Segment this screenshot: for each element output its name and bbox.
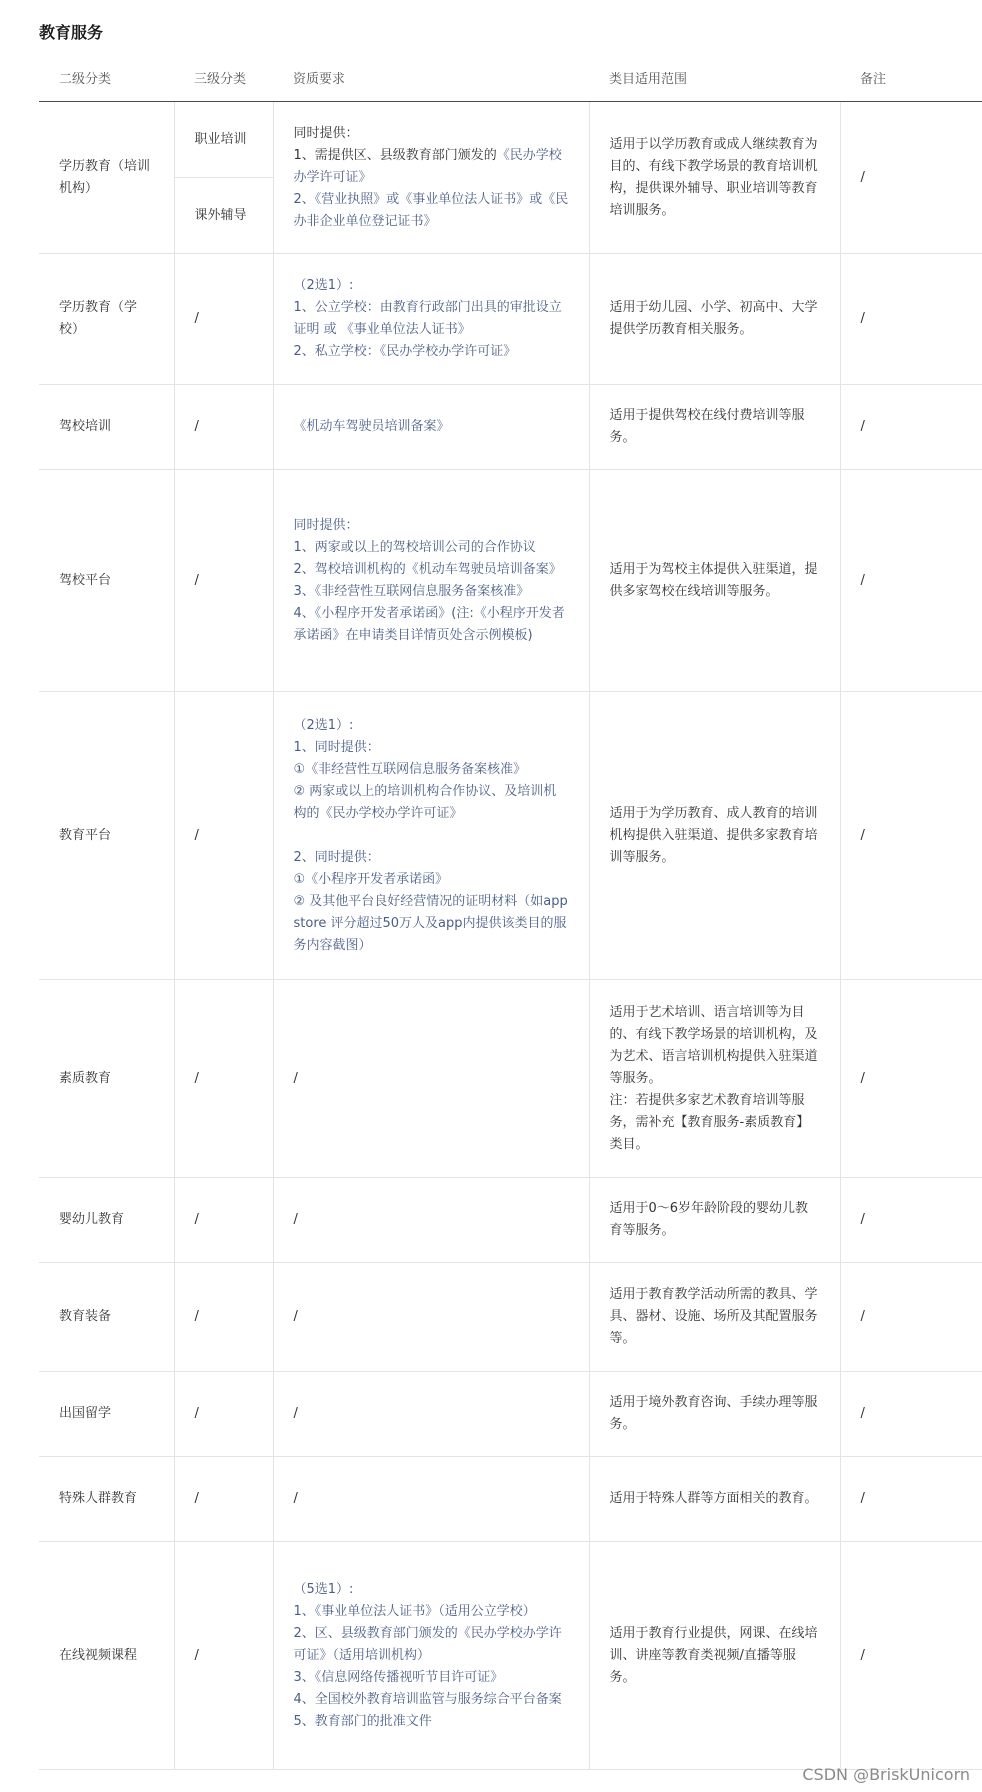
cell-note: / bbox=[840, 254, 982, 385]
qualification-line bbox=[294, 275, 569, 297]
cell-level2-category: 教育装备 bbox=[39, 1263, 174, 1372]
cell-level2-category: 特殊人群教育 bbox=[39, 1457, 174, 1542]
watermark: CSDN @BriskUnicorn bbox=[802, 1765, 970, 1784]
cell-level3-category: / bbox=[174, 980, 273, 1178]
qualification-line bbox=[294, 1667, 569, 1689]
header-level3-category: 三级分类 bbox=[174, 59, 273, 102]
qualification-text: 《民办学校办学许可证》 bbox=[293, 147, 562, 185]
cell-level2-category: 在线视频课程 bbox=[39, 1542, 174, 1770]
qualification-text: / bbox=[293, 1212, 298, 1227]
qualification-line bbox=[294, 581, 569, 603]
cell-qualification bbox=[273, 980, 589, 1178]
table-row bbox=[39, 1178, 982, 1263]
cell-level2-category: 素质教育 bbox=[39, 980, 174, 1178]
qualification-text: 《机动车驾驶员培训备案》 bbox=[293, 419, 450, 434]
qualification-line bbox=[294, 781, 569, 825]
qualification-text: ② 两家或以上的培训机构合作协议、及培训机构的《民办学校办学许可证》 bbox=[293, 783, 557, 821]
qualification-text: / bbox=[293, 1309, 298, 1324]
qualification-line bbox=[294, 145, 569, 189]
qualification-line bbox=[294, 341, 569, 363]
qualification-line bbox=[294, 759, 569, 781]
cell-scope: 适用于境外教育咨询、手续办理等服务。 bbox=[589, 1372, 840, 1457]
qualification-text: 3、《非经营性互联网信息服务备案核准》 bbox=[293, 583, 530, 599]
cell-level2-category: 学历教育（学校） bbox=[39, 254, 174, 385]
cell-level3-category: 职业培训 bbox=[175, 102, 273, 178]
cell-note: / bbox=[840, 1542, 982, 1770]
qualification-line bbox=[294, 1711, 569, 1733]
qualification-line bbox=[294, 737, 569, 759]
page-title: 教育服务 bbox=[39, 23, 104, 42]
qualification-line bbox=[294, 297, 569, 341]
qualification-text: （2选1）: bbox=[293, 278, 354, 293]
qualification-text: 5、教育部门的批准文件 bbox=[293, 1713, 432, 1729]
qualification-text: 4、《小程序开发者承诺函》(注:《小程序开发者承诺函》在申请类目详情页处含示例模板) bbox=[293, 605, 565, 643]
cell-level2-category: 驾校平台 bbox=[39, 470, 174, 692]
table-row bbox=[39, 1457, 982, 1542]
qualification-line bbox=[294, 559, 569, 581]
cell-qualification bbox=[273, 254, 589, 385]
cell-qualification bbox=[273, 385, 589, 470]
qualification-text: 同时提供： bbox=[293, 125, 359, 141]
cell-note: / bbox=[840, 692, 982, 980]
table-row bbox=[39, 254, 982, 385]
table-row bbox=[39, 1263, 982, 1372]
qualification-text: ② 及其他平台良好经营情况的证明材料（如app store 评分超过50万人及app内提供该类目的服务内容截图） bbox=[293, 893, 568, 953]
qualification-line bbox=[294, 1209, 569, 1231]
qualification-line bbox=[294, 189, 569, 233]
cell-scope: 适用于提供驾校在线付费培训等服务。 bbox=[589, 385, 840, 470]
table-row bbox=[39, 470, 982, 692]
qualification-line bbox=[294, 603, 569, 647]
cell-level3-category: / bbox=[174, 385, 273, 470]
cell-level2-category: 学历教育（培训机构） bbox=[39, 102, 174, 254]
table-row bbox=[39, 980, 982, 1178]
cell-qualification bbox=[273, 692, 589, 980]
qualification-text: 1、同时提供： bbox=[293, 739, 380, 755]
cell-scope: 适用于0～6岁年龄阶段的婴幼儿教育等服务。 bbox=[589, 1178, 840, 1263]
header-note: 备注 bbox=[840, 59, 982, 102]
cell-level2-category: 驾校培训 bbox=[39, 385, 174, 470]
qualification-text: （2选1）: bbox=[293, 717, 354, 733]
table-row bbox=[39, 1542, 982, 1770]
cell-level3-category: 课外辅导 bbox=[194, 207, 247, 223]
cell-note: / bbox=[840, 1263, 982, 1372]
cell-note: / bbox=[840, 980, 982, 1178]
qualification-line bbox=[294, 537, 569, 559]
qualification-line bbox=[294, 515, 569, 537]
qualification-line bbox=[294, 1689, 569, 1711]
qualification-line bbox=[294, 123, 569, 145]
cell-scope: 适用于教育行业提供，网课、在线培训、讲座等教育类视频/直播等服务。 bbox=[589, 1542, 840, 1770]
table-body bbox=[39, 102, 982, 1770]
cell-scope: 适用于特殊人群等方面相关的教育。 bbox=[589, 1457, 840, 1542]
qualification-line bbox=[294, 1068, 569, 1090]
cell-level3-category: / bbox=[174, 1178, 273, 1263]
cell-qualification bbox=[273, 1457, 589, 1542]
cell-level3-category: / bbox=[174, 1542, 273, 1770]
cell-note: / bbox=[840, 102, 982, 254]
cell-scope: 适用于为学历教育、成人教育的培训机构提供入驻渠道、提供多家教育培训等服务。 bbox=[589, 692, 840, 980]
cell-qualification bbox=[273, 470, 589, 692]
cell-qualification bbox=[273, 1372, 589, 1457]
cell-level3-category: / bbox=[174, 692, 273, 980]
qualification-line bbox=[294, 1306, 569, 1328]
qualification-line bbox=[294, 847, 569, 869]
header-scope: 类目适用范围 bbox=[589, 59, 840, 102]
cell-level3-category: / bbox=[174, 470, 273, 692]
cell-note: / bbox=[840, 385, 982, 470]
cell-qualification bbox=[273, 1178, 589, 1263]
cell-note: / bbox=[840, 1178, 982, 1263]
header-qualification: 资质要求 bbox=[273, 59, 589, 102]
qualification-text: / bbox=[293, 1070, 298, 1086]
qualification-line bbox=[294, 715, 569, 737]
table-header-row bbox=[39, 59, 982, 102]
qualification-line bbox=[294, 1623, 569, 1667]
qualification-text: 3、《信息网络传播视听节目许可证》 bbox=[293, 1669, 504, 1685]
qualification-line bbox=[294, 1601, 569, 1623]
cell-note: / bbox=[840, 1372, 982, 1457]
cell-scope: 适用于艺术培训、语言培训等为目的、有线下教学场景的培训机构，及为艺术、语言培训机构提供入驻渠道等服务。 注：若提供多家艺术教育培训等服务，需补充【教育服务-素质教育】类目。 bbox=[589, 980, 840, 1178]
header-level2-category: 二级分类 bbox=[39, 59, 174, 102]
table-row bbox=[39, 385, 982, 470]
qualification-text: 1、公立学校：由教育行政部门出具的审批设立证明 或 《事业单位法人证书》 bbox=[293, 300, 562, 337]
qualification-text: 同时提供： bbox=[293, 517, 359, 533]
cell-level3-category: / bbox=[174, 1372, 273, 1457]
qualification-text: 2、区、县级教育部门颁发的《民办学校办学许可证》（适用培训机构） bbox=[293, 1625, 562, 1663]
cell-level2-category: 婴幼儿教育 bbox=[39, 1178, 174, 1263]
qualification-line bbox=[294, 1579, 569, 1601]
education-category-table bbox=[39, 59, 982, 1770]
cell-level3-category: / bbox=[174, 1457, 273, 1542]
qualification-text: / bbox=[293, 1491, 298, 1506]
qualification-text: / bbox=[293, 1406, 298, 1421]
qualification-text: 2、私立学校：《民办学校办学许可证》 bbox=[293, 344, 517, 359]
qualification-text: ①《小程序开发者承诺函》 bbox=[293, 871, 449, 887]
cell-qualification bbox=[273, 102, 589, 254]
line-gap bbox=[294, 825, 569, 847]
qualification-text: （5选1）: bbox=[293, 1581, 354, 1597]
qualification-line bbox=[294, 869, 569, 891]
cell-note: / bbox=[840, 470, 982, 692]
qualification-line bbox=[294, 891, 569, 957]
qualification-text: 1、两家或以上的驾校培训公司的合作协议 bbox=[293, 539, 536, 555]
cell-level3-category-group bbox=[174, 102, 273, 254]
cell-qualification bbox=[273, 1542, 589, 1770]
cell-scope: 适用于为驾校主体提供入驻渠道，提供多家驾校在线培训等服务。 bbox=[589, 470, 840, 692]
cell-scope: 适用于教育教学活动所需的教具、学具、器材、设施、场所及其配置服务等。 bbox=[589, 1263, 840, 1372]
cell-level2-category: 出国留学 bbox=[39, 1372, 174, 1457]
table-row bbox=[39, 692, 982, 980]
qualification-text: 4、全国校外教育培训监管与服务综合平台备案 bbox=[293, 1691, 562, 1707]
cell-level3-category: / bbox=[174, 254, 273, 385]
table-row bbox=[39, 102, 982, 254]
cell-scope: 适用于幼儿园、小学、初高中、大学提供学历教育相关服务。 bbox=[589, 254, 840, 385]
qualification-text: 2、同时提供： bbox=[293, 849, 380, 865]
qualification-line bbox=[294, 1488, 569, 1510]
cell-qualification bbox=[273, 1263, 589, 1372]
qualification-text: 1、《事业单位法人证书》（适用公立学校） bbox=[293, 1603, 536, 1619]
cell-scope: 适用于以学历教育或成人继续教育为目的、有线下教学场景的教育培训机构，提供课外辅导、职业培训等教育培训服务。 bbox=[589, 102, 840, 254]
qualification-text: ①《非经营性互联网信息服务备案核准》 bbox=[293, 761, 527, 777]
qualification-line bbox=[294, 1403, 569, 1425]
qualification-text: 2、驾校培训机构的《机动车驾驶员培训备案》 bbox=[293, 561, 562, 577]
cell-level3-category: / bbox=[174, 1263, 273, 1372]
qualification-line bbox=[294, 416, 569, 438]
cell-level2-category: 教育平台 bbox=[39, 692, 174, 980]
table-row bbox=[39, 1372, 982, 1457]
qualification-text: 1、需提供区、县级教育部门颁发的 bbox=[293, 147, 497, 163]
cell-note: / bbox=[840, 1457, 982, 1542]
qualification-text: 2、《营业执照》或《事业单位法人证书》或《民办非企业单位登记证书》 bbox=[293, 191, 569, 229]
